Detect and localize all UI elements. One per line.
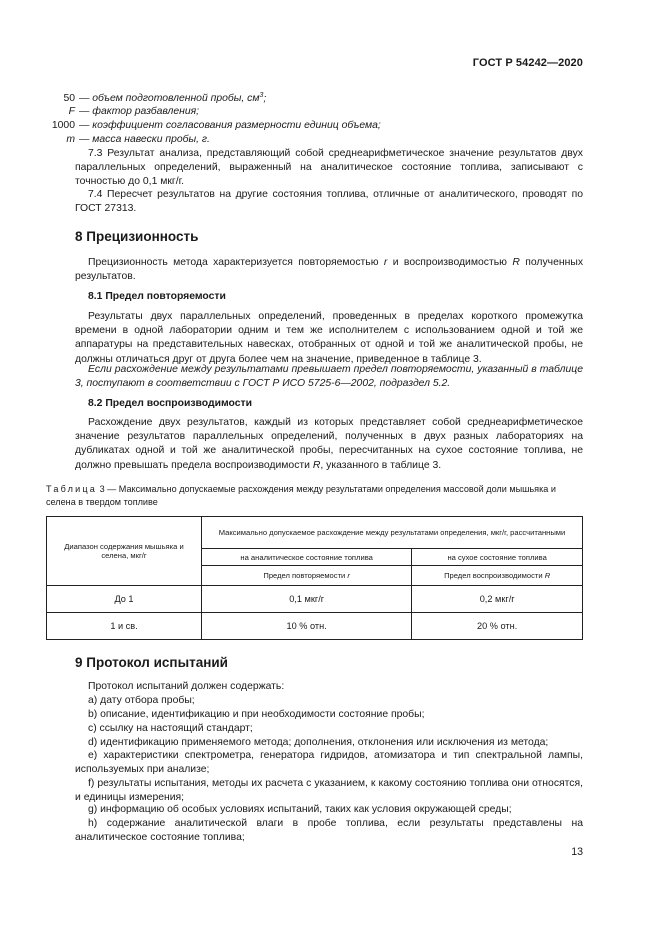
header-range: Диапазон содержания мышьяка и селена, мкг/г <box>47 517 202 586</box>
variable-symbol: F <box>68 106 75 117</box>
paragraph-7-4: 7.4 Пересчет результатов на другие состояния топлива, отличные от аналитического, проводят по ГОСТ 27313. <box>75 189 583 215</box>
cell-reproducibility: 20 % отн. <box>412 613 583 640</box>
list-item: e) характеристики спектрометра, генератора гидридов, атомизатора и тип спектральной лампы, используемых при анализе; <box>75 750 583 776</box>
table-caption-text: 3 — Максимально допускаемые расхождения между результатами определения массовой доли мышьяка и селена в твердом топливе <box>46 484 556 508</box>
variable-suffix: ; <box>263 93 267 105</box>
section-9-intro: Протокол испытаний должен содержать: <box>88 681 285 692</box>
header-repeatability <box>202 566 412 586</box>
list-item: d) идентификацию применяемого метода; дополнения, отклонения или исключения из метода; <box>88 737 549 748</box>
variable-text: — масса навески пробы, г. <box>79 134 210 145</box>
header-reproducibility <box>412 566 583 586</box>
variable-line <box>25 92 266 104</box>
cell-range: 1 и св. <box>47 613 202 640</box>
document-header: ГОСТ Р 54242—2020 <box>472 57 583 69</box>
paragraph-7-3: 7.3 Результат анализа, представляющий собой среднеарифметическое значение результатов двух параллельных определений, выраженный на аналитическое состояние топлива, записывают с точностью до 0,1 мкг/г. <box>75 148 583 188</box>
section-8-intro <box>75 256 583 284</box>
symbol-r: r <box>347 571 350 580</box>
section-9-title: 9 Протокол испытаний <box>75 655 228 670</box>
list-item: b) описание, идентификацию и при необходимости состояние пробы; <box>88 709 425 720</box>
subsection-8-1-title: 8.1 Предел повторяемости <box>88 291 226 302</box>
subsection-8-2-title: 8.2 Предел воспроизводимости <box>88 398 253 409</box>
section-8-title: 8 Прецизионность <box>75 229 199 244</box>
variable-text: — фактор разбавления; <box>79 106 200 117</box>
header-max-deviation: Максимально допускаемое расхождение между результатами определения, мкг/г, рассчитанными <box>202 517 583 549</box>
header-reproducibility-label: Предел воспроизводимости <box>444 571 545 580</box>
header-dry-state: на сухое состояние топлива <box>412 549 583 566</box>
cell-reproducibility: 0,2 мкг/г <box>412 586 583 613</box>
list-item: f) результаты испытания, методы их расчета с указанием, к какому состоянию топлива они относятся, и единицы измерения; <box>75 778 583 804</box>
list-item: c) ссылку на настоящий стандарт; <box>88 723 253 734</box>
cell-repeatability: 0,1 мкг/г <box>202 586 412 613</box>
subsection-8-1-note: Если расхождение между результатами превышает предел повторяемости, указанный в таблице 3, поступают в соответствии с ГОСТ Р ИСО 5725-6—2002, подраздел 5.2. <box>75 364 583 390</box>
intro-text: и воспроизводимостью <box>387 257 513 268</box>
table-caption-label: Таблица <box>46 484 98 494</box>
page-number: 13 <box>571 846 583 858</box>
symbol-R: R <box>544 571 551 580</box>
variable-line <box>25 106 199 117</box>
table-row <box>47 613 583 640</box>
variable-text: — объем подготовленной пробы, см <box>79 93 260 105</box>
reprod-text: Расхождение двух результатов, каждый из которых представляет собой среднеарифметическое значение результатов параллельных определений, полученных в двух разных лабораториях на дубликатах одной и той же аналитической пробы, пересчитанных на сухое состояние топлива, не должно превышать предела воспроизводимости <box>75 417 583 471</box>
table-row <box>47 586 583 613</box>
table-caption <box>46 483 583 510</box>
variable-symbol: m <box>66 134 75 145</box>
symbol-R: R <box>312 459 321 471</box>
subsection-8-1-text: Результаты двух параллельных определений, проведенных в пределах короткого промежутка времени в одной лаборатории одним и тем же исполнителем с использованием одной и той же аппаратуры на представительных навесках, отобранных от одной и той же аналитической пробы, не должны отличаться друг от друга более чем на значение, приведенное в таблице 3. <box>75 311 583 365</box>
subsection-8-2-text <box>75 416 583 473</box>
variable-symbol: 1000 <box>51 120 75 131</box>
list-item: g) информацию об особых условиях испытаний, таких как условия окружающей среды; <box>88 804 512 815</box>
cell-repeatability: 10 % отн. <box>202 613 412 640</box>
variable-superscript: 3 <box>259 92 264 99</box>
reprod-text: , указанного в таблице 3. <box>320 459 442 471</box>
precision-table <box>46 516 583 640</box>
intro-text: полученных результатов. <box>75 257 584 283</box>
variable-line <box>25 134 210 145</box>
variable-text: — коэффициент согласования размерности единиц объема; <box>79 120 381 131</box>
variable-symbol: 50 <box>63 93 75 105</box>
header-analytical-state: на аналитическое состояние топлива <box>202 549 412 566</box>
cell-range: До 1 <box>47 586 202 613</box>
variable-line <box>25 120 381 131</box>
list-item: a) дату отбора пробы; <box>88 695 195 706</box>
header-repeatability-label: Предел повторяемости <box>263 571 348 580</box>
symbol-R: R <box>512 257 520 268</box>
list-item: h) содержание аналитической влаги в пробе топлива, если результаты представлены на аналитическое состояние топлива; <box>75 818 583 844</box>
intro-text: Прецизионность метода характеризуется повторяемостью <box>88 257 384 268</box>
symbol-r: r <box>383 257 388 268</box>
